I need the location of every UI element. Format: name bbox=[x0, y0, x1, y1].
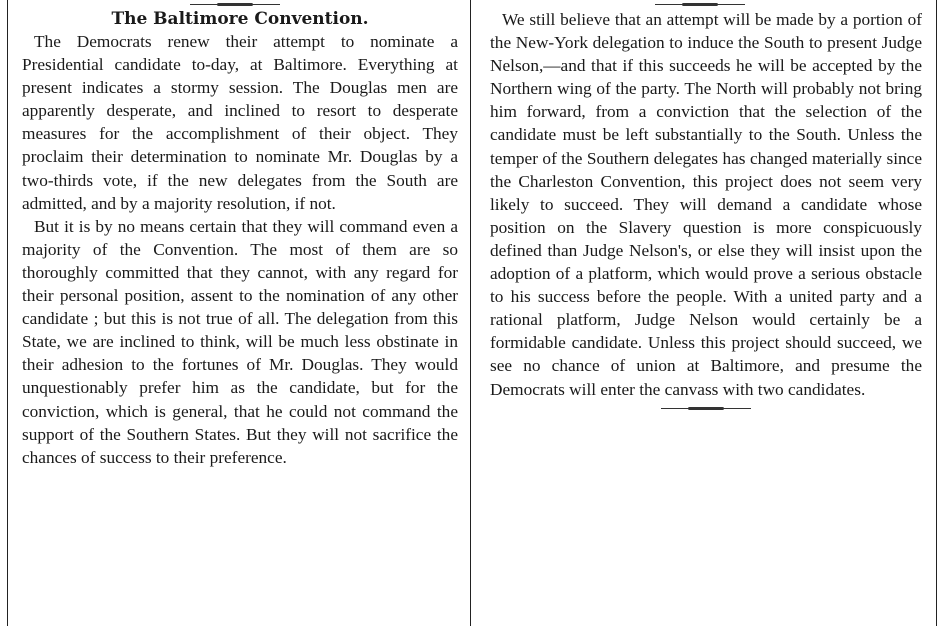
top-ornament-left bbox=[190, 3, 280, 7]
right-column bbox=[490, 8, 922, 411]
article-headline: The Baltimore Convention. bbox=[111, 9, 369, 29]
paragraph-3: We still believe that an attempt will be made by a portion of the New-York delegation to induce the South to present Judge Nelson,—and that if this succeeds he will be accepted by the Northern wing of the party. The North will probably not bring him forward, from a conviction that the selection of the candidate must be left substantially to the South. Unless the temper of the Southern delegates has changed materially since the Charleston Convention, this project does not seem very likely to succeed. They will demand a candidate whose position on the Slavery question is more conspicuously defined than Judge Nelson's, or else they will insist upon the adoption of a platform, which would prove a serious obstacle to his success before the people. With a united party and a rational platform, Judge Nelson would certainly be a formidable candidate. Unless this project should succeed, we see no chance of union at Baltimore, and presume the Democrats will enter the canvass with two candidates. bbox=[490, 10, 922, 399]
paragraph-1: The Democrats renew their attempt to nominate a Presidential candidate to-day, at Baltimore. Everything at present indicates a stormy session. The Douglas men are apparently desperate, and inclined to resort to desperate measures for the accomplishment of their object. They proclaim their determination to nominate Mr. Douglas by a two-thirds vote, if the new delegates from the South are admitted, and by a majority resolution, if not. bbox=[22, 32, 458, 213]
left-column bbox=[22, 8, 458, 469]
paragraph-2: But it is by no means certain that they will command even a majority of the Convention. The most of them are so thoroughly committed that they cannot, with any regard for their personal position, assent to the nomination of any other candidate ; but this is not true of all. The delegation from this State, we are inclined to think, will be much less obstinate in their adhesion to the fortunes of Mr. Douglas. They would unquestionably prefer him as the candidate, but for the conviction, which is general, that he could not command the support of the Southern States. But they will not sacrifice the chances of success to their preference. bbox=[22, 216, 458, 467]
column-rule-right bbox=[936, 0, 937, 626]
end-ornament bbox=[661, 407, 751, 411]
column-rule-middle bbox=[470, 0, 471, 626]
column-rule-left bbox=[7, 0, 8, 626]
top-ornament-right bbox=[655, 3, 745, 7]
